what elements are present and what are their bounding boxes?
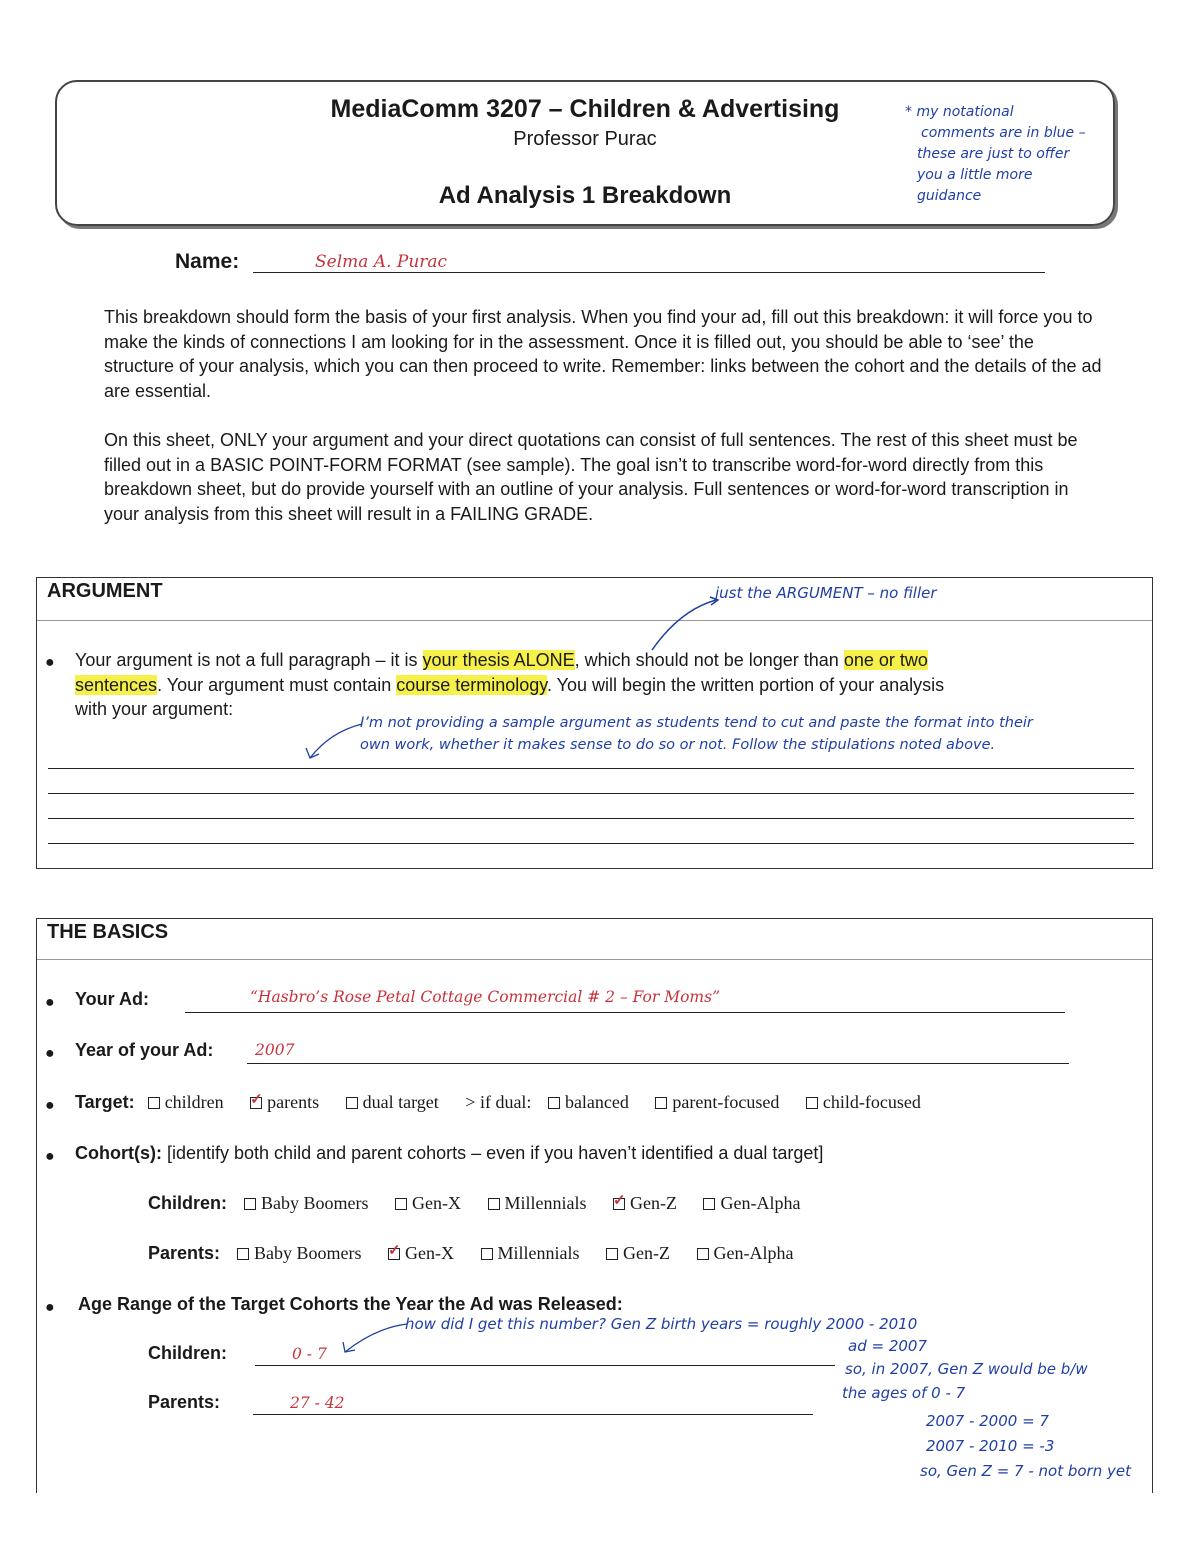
target-options <box>148 1092 943 1112</box>
children-option-millennials[interactable] <box>488 1193 587 1214</box>
cohorts-row <box>75 1143 823 1164</box>
argument-line-3[interactable] <box>48 818 1134 819</box>
bullet-icon: ● <box>45 1148 55 1165</box>
age-parents-label: Parents: <box>148 1392 221 1412</box>
checkbox-icon[interactable] <box>806 1097 818 1109</box>
checkbox-checked-icon[interactable] <box>613 1198 625 1210</box>
dual-option-parent-focused[interactable] <box>655 1092 779 1113</box>
age-note-line-1: how did I get this number? Gen Z birth years = roughly 2000 - 2010 <box>405 1315 918 1333</box>
name-value[interactable]: Selma A. Purac <box>315 252 448 272</box>
children-option-gen-alpha[interactable] <box>703 1193 800 1214</box>
bullet-icon: ● <box>45 1299 55 1316</box>
age-range-label: Age Range of the Target Cohorts the Year the Ad was Released: <box>78 1294 623 1314</box>
target-option-dual[interactable] <box>346 1092 439 1113</box>
note-line: * my notational <box>905 104 1014 120</box>
argument-arrow-icon <box>640 594 720 654</box>
cohorts-label: Cohort(s): <box>75 1143 162 1163</box>
age-note-arrow-icon <box>335 1318 410 1358</box>
parents-option-gen-alpha[interactable] <box>697 1243 794 1264</box>
target-label: Target: <box>75 1092 135 1112</box>
checkbox-icon[interactable] <box>481 1248 493 1260</box>
bullet-icon: ● <box>45 1045 55 1062</box>
dual-option-child-focused[interactable] <box>806 1092 921 1113</box>
argument-line-1[interactable] <box>48 768 1134 769</box>
checkbox-checked-icon[interactable] <box>250 1097 262 1109</box>
header-note <box>905 102 1086 207</box>
checkbox-icon[interactable] <box>697 1248 709 1260</box>
children-cohort-label: Children: <box>148 1193 227 1213</box>
option-label: dual target <box>362 1092 439 1112</box>
bullet-icon: ● <box>45 654 55 671</box>
option-label: Millennials <box>504 1193 587 1213</box>
note-line: you a little more <box>917 167 1033 183</box>
your-ad-line <box>185 1012 1065 1013</box>
parents-cohort-row <box>148 1243 816 1264</box>
option-label: Gen-Z <box>623 1243 671 1263</box>
age-parents-line <box>253 1414 813 1415</box>
option-label: children <box>164 1092 224 1112</box>
checkbox-icon[interactable] <box>346 1097 358 1109</box>
age-note-line-4: the ages of 0 - 7 <box>842 1384 966 1402</box>
argument-divider <box>37 620 1152 621</box>
text: Your argument is not a full paragraph – it is <box>75 650 423 670</box>
highlight: your thesis ALONE <box>422 650 575 670</box>
argument-instructions <box>75 648 1135 722</box>
option-label: parents <box>267 1092 320 1112</box>
note-line: own work, whether it makes sense to do so or not. Follow the stipulations noted above. <box>360 737 996 753</box>
checkbox-icon[interactable] <box>244 1198 256 1210</box>
cohorts-instruction: [identify both child and parent cohorts – even if you haven’t identified a dual target] <box>161 1143 824 1163</box>
name-label: Name: <box>175 250 240 273</box>
parents-cohort-label: Parents: <box>148 1243 221 1263</box>
basics-heading: THE BASICS <box>47 921 169 943</box>
highlight: one or two <box>843 650 928 670</box>
year-line <box>247 1063 1069 1064</box>
checkbox-icon[interactable] <box>395 1198 407 1210</box>
year-value[interactable]: 2007 <box>255 1041 295 1059</box>
option-label: Baby Boomers <box>261 1193 369 1213</box>
parents-option-baby-boomers[interactable] <box>237 1243 362 1264</box>
option-label: Gen-Alpha <box>720 1193 801 1213</box>
bullet-icon: ● <box>45 1097 55 1114</box>
year-label: Year of your Ad: <box>75 1040 214 1060</box>
argument-note-arrow-icon <box>300 718 365 762</box>
checkbox-icon[interactable] <box>148 1097 160 1109</box>
age-children-label: Children: <box>148 1343 227 1363</box>
argument-note <box>360 712 1033 756</box>
age-children-line <box>255 1365 835 1366</box>
basics-divider <box>37 959 1152 960</box>
children-option-baby-boomers[interactable] <box>244 1193 369 1214</box>
dual-option-balanced[interactable] <box>548 1092 629 1113</box>
target-row <box>75 1092 943 1113</box>
checkbox-checked-icon[interactable] <box>388 1248 400 1260</box>
parents-option-gen-x[interactable] <box>388 1243 454 1264</box>
dual-label: > if dual: <box>465 1092 532 1112</box>
target-option-parents[interactable] <box>250 1092 319 1113</box>
bullet-icon: ● <box>45 994 55 1011</box>
argument-top-note: just the ARGUMENT – no filler <box>715 584 937 602</box>
document-title: Ad Analysis 1 Breakdown <box>438 182 732 209</box>
parents-option-gen-z[interactable] <box>606 1243 670 1264</box>
intro-paragraph-1: This breakdown should form the basis of your first analysis. When you find your ad, fill out this breakdown: it will force you to make the kinds of connections I am looking for in the assessment. Once it is filled out, you should be able to ‘see’ the structure of your analysis, which you can then proceed to write. Remember: links between the cohort and the details of the ad are essential. <box>104 307 1102 401</box>
course-title: MediaComm 3207 – Children & Advertising <box>330 95 840 123</box>
argument-heading: ARGUMENT <box>47 580 163 602</box>
your-ad-value[interactable]: “Hasbro’s Rose Petal Cottage Commercial # 2 – For Moms” <box>250 988 721 1006</box>
age-note-line-7: so, Gen Z = 7 - not born yet <box>920 1462 1131 1480</box>
target-option-children[interactable] <box>148 1092 224 1113</box>
professor-name: Professor Purac <box>513 128 657 150</box>
argument-line-4[interactable] <box>48 843 1134 844</box>
option-label: Gen-Z <box>630 1193 677 1213</box>
age-note-line-5: 2007 - 2000 = 7 <box>926 1412 1049 1430</box>
children-option-gen-z[interactable] <box>613 1193 677 1214</box>
checkbox-icon[interactable] <box>655 1097 667 1109</box>
children-option-gen-x[interactable] <box>395 1193 461 1214</box>
note-line: I’m not providing a sample argument as students tend to cut and paste the format into their <box>360 715 1033 731</box>
age-note-line-3: so, in 2007, Gen Z would be b/w <box>845 1360 1088 1378</box>
checkbox-icon[interactable] <box>237 1248 249 1260</box>
checkbox-icon[interactable] <box>488 1198 500 1210</box>
children-cohort-row <box>148 1193 822 1214</box>
checkbox-icon[interactable] <box>548 1097 560 1109</box>
option-label: Baby Boomers <box>254 1243 362 1263</box>
option-label: balanced <box>564 1092 629 1112</box>
argument-line-2[interactable] <box>48 793 1134 794</box>
option-label: Millennials <box>497 1243 580 1263</box>
age-note-line-2: ad = 2007 <box>848 1337 927 1355</box>
option-label: Gen-X <box>405 1243 455 1263</box>
text: with your argument: <box>75 699 234 719</box>
text: . Your argument must contain <box>157 674 397 695</box>
highlight: course terminology <box>396 674 547 695</box>
option-label: Gen-Alpha <box>713 1243 794 1263</box>
note-line: these are just to offer <box>917 146 1070 162</box>
name-line <box>253 272 1045 273</box>
option-label: parent-focused <box>672 1092 780 1112</box>
age-parents-value[interactable]: 27 - 42 <box>290 1394 345 1412</box>
checkbox-icon[interactable] <box>703 1198 715 1210</box>
note-line: comments are in blue – <box>921 125 1086 141</box>
age-children-value[interactable]: 0 - 7 <box>292 1345 327 1363</box>
option-label: Gen-X <box>412 1193 461 1213</box>
text: , which should not be longer than <box>574 650 844 670</box>
parents-option-millennials[interactable] <box>481 1243 580 1264</box>
intro-paragraph-2: On this sheet, ONLY your argument and your direct quotations can consist of full sentences. The rest of this sheet must be filled out in a BASIC POINT-FORM FORMAT (see sample). The goal isn’t to transcribe word-for-word directly from this breakdown sheet, but do provide yourself with an outline of your analysis. Full sentences or word-for-word transcription in your analysis from this sheet will result in a FAILING GRADE. <box>104 430 1078 524</box>
your-ad-label: Your Ad: <box>75 989 149 1009</box>
checkbox-icon[interactable] <box>606 1248 618 1260</box>
age-note-line-6: 2007 - 2010 = -3 <box>926 1437 1055 1455</box>
option-label: child-focused <box>822 1092 921 1112</box>
text: . You will begin the written portion of your analysis <box>546 674 945 695</box>
highlight: sentences <box>75 674 158 695</box>
note-line: guidance <box>917 188 982 204</box>
